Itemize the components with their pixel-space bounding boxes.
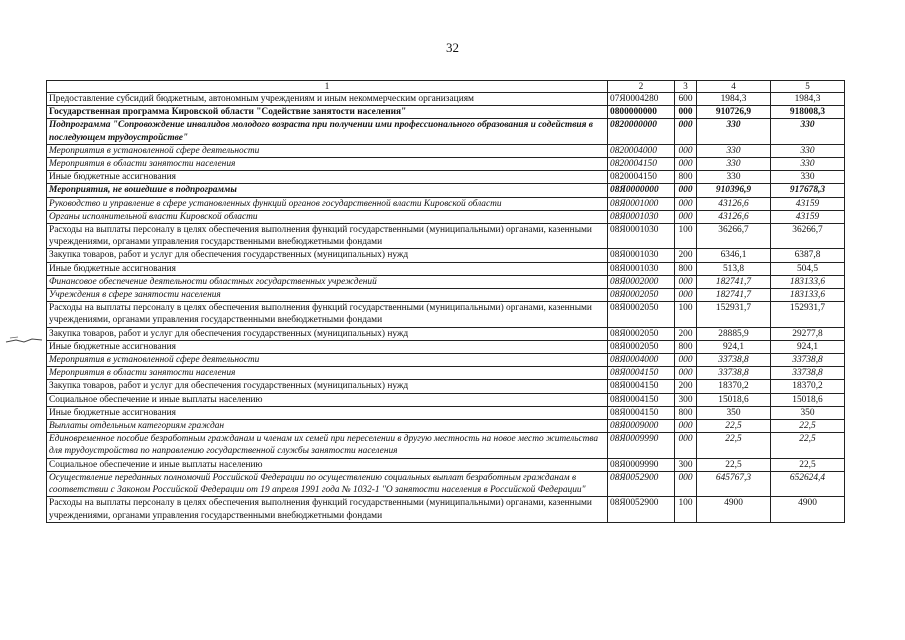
item-name-cell: Финансовое обеспечение деятельности областных государственных учреждений [47,275,608,288]
table-row [47,497,845,522]
amount-year2-cell: 1984,3 [771,93,845,106]
header-row [47,81,845,93]
amount-year1-cell: 18370,2 [697,380,771,393]
target-article-code-cell: 0820000000 [608,119,675,144]
amount-year1-cell: 15018,6 [697,393,771,406]
item-name-cell: Социальное обеспечение и иные выплаты населению [47,393,608,406]
expense-type-code-cell: 800 [675,406,697,419]
item-name-cell: Мероприятия в области занятости населения [47,367,608,380]
item-name-cell: Руководство и управление в сфере установленных функций органов государственной власти Кировской области [47,197,608,210]
table-row [47,210,845,223]
table-row [47,224,845,249]
amount-year2-cell: 43159 [771,197,845,210]
expense-type-code-cell: 000 [675,367,697,380]
target-article-code-cell: 08Я0002050 [608,340,675,353]
amount-year2-cell: 330 [771,119,845,144]
amount-year2-cell: 4900 [771,497,845,522]
item-name-cell: Расходы на выплаты персоналу в целях обеспечения выполнения функций государственными (муниципальными) органами, казенными учреждениями, органами управления государственными внебюджетными фондами [47,224,608,249]
expense-type-code-cell: 000 [675,289,697,302]
amount-year2-cell: 183133,6 [771,289,845,302]
target-article-code-cell: 08Я0002050 [608,327,675,340]
amount-year1-cell: 182741,7 [697,289,771,302]
table-row [47,184,845,197]
item-name-cell: Подпрограмма "Сопровождение инвалидов молодого возраста при получении ими профессионального образования и содействия в последующем трудоустройстве" [47,119,608,144]
item-name-cell: Мероприятия в установленной сфере деятельности [47,144,608,157]
expense-type-code-cell: 000 [675,210,697,223]
table-row [47,289,845,302]
header-cell: 2 [608,81,675,93]
table-row [47,275,845,288]
target-article-code-cell: 08Я0001000 [608,197,675,210]
item-name-cell: Мероприятия в установленной сфере деятельности [47,354,608,367]
amount-year2-cell: 183133,6 [771,275,845,288]
amount-year1-cell: 330 [697,144,771,157]
target-article-code-cell: 08Я0001030 [608,262,675,275]
item-name-cell: Единовременное пособие безработным гражданам и членам их семей при переселении в другую местность на новое место жительства для трудоустройства по направлению государственной службы занятости населения [47,433,608,458]
item-name-cell: Осуществление переданных полномочий Российской Федерации по осуществлению социальных выплат безработным гражданам в соответствии с Законом Российской Федерации от 19 апреля 1991 года № 1032-1 "О занятости населения в Российской Федерации" [47,471,608,496]
target-article-code-cell: 08Я0052900 [608,497,675,522]
budget-table [46,80,845,523]
expense-type-code-cell: 600 [675,93,697,106]
table-row [47,327,845,340]
table-row [47,197,845,210]
item-name-cell: Закупка товаров, работ и услуг для обеспечения государственных (муниципальных) нужд [47,380,608,393]
target-article-code-cell: 08Я0004150 [608,367,675,380]
item-name-cell: Государственная программа Кировской области "Содействие занятости населения" [47,106,608,119]
expense-type-code-cell: 000 [675,197,697,210]
table-row [47,433,845,458]
amount-year2-cell: 330 [771,171,845,184]
amount-year2-cell: 504,5 [771,262,845,275]
amount-year1-cell: 1984,3 [697,93,771,106]
table-row [47,380,845,393]
amount-year1-cell: 6346,1 [697,249,771,262]
amount-year1-cell: 645767,3 [697,471,771,496]
amount-year1-cell: 36266,7 [697,224,771,249]
amount-year1-cell: 910726,9 [697,106,771,119]
expense-type-code-cell: 000 [675,354,697,367]
target-article-code-cell: 08Я0052900 [608,471,675,496]
item-name-cell: Мероприятия в области занятости населения [47,158,608,171]
amount-year1-cell: 4900 [697,497,771,522]
expense-type-code-cell: 000 [675,119,697,144]
amount-year2-cell: 350 [771,406,845,419]
target-article-code-cell: 08Я0009990 [608,433,675,458]
target-article-code-cell: 08Я0002000 [608,275,675,288]
amount-year2-cell: 36266,7 [771,224,845,249]
expense-type-code-cell: 000 [675,471,697,496]
expense-type-code-cell: 300 [675,458,697,471]
expense-type-code-cell: 000 [675,275,697,288]
table-row [47,93,845,106]
amount-year1-cell: 43126,6 [697,197,771,210]
table-row [47,406,845,419]
amount-year2-cell: 22,5 [771,458,845,471]
target-article-code-cell: 08Я0009000 [608,420,675,433]
table-row [47,119,845,144]
amount-year1-cell: 330 [697,158,771,171]
amount-year2-cell: 29277,8 [771,327,845,340]
table-row [47,158,845,171]
target-article-code-cell: 07Я0004280 [608,93,675,106]
item-name-cell: Иные бюджетные ассигнования [47,340,608,353]
item-name-cell: Мероприятия, не вошедшие в подпрограммы [47,184,608,197]
item-name-cell: Расходы на выплаты персоналу в целях обеспечения выполнения функций государственными (муниципальными) органами, казенными учреждениями, органами управления государственными внебюджетными фондами [47,302,608,327]
item-name-cell: Иные бюджетные ассигнования [47,171,608,184]
item-name-cell: Иные бюджетные ассигнования [47,262,608,275]
expense-type-code-cell: 000 [675,158,697,171]
expense-type-code-cell: 000 [675,106,697,119]
expense-type-code-cell: 200 [675,380,697,393]
expense-type-code-cell: 100 [675,302,697,327]
expense-type-code-cell: 100 [675,224,697,249]
target-article-code-cell: 08Я0001030 [608,249,675,262]
amount-year2-cell: 43159 [771,210,845,223]
item-name-cell: Закупка товаров, работ и услуг для обеспечения государственных (муниципальных) нужд [47,327,608,340]
amount-year1-cell: 152931,7 [697,302,771,327]
amount-year1-cell: 910396,9 [697,184,771,197]
table-row [47,340,845,353]
item-name-cell: Учреждения в сфере занятости населения [47,289,608,302]
target-article-code-cell: 08Я0004000 [608,354,675,367]
expense-type-code-cell: 800 [675,171,697,184]
expense-type-code-cell: 000 [675,420,697,433]
table-row [47,249,845,262]
table-row [47,458,845,471]
item-name-cell: Социальное обеспечение и иные выплаты населению [47,458,608,471]
target-article-code-cell: 0800000000 [608,106,675,119]
amount-year2-cell: 33738,8 [771,367,845,380]
header-cell: 5 [771,81,845,93]
table-row [47,262,845,275]
table-row [47,171,845,184]
table-row [47,420,845,433]
expense-type-code-cell: 200 [675,249,697,262]
amount-year2-cell: 330 [771,144,845,157]
expense-type-code-cell: 100 [675,497,697,522]
table-row [47,471,845,496]
item-name-cell: Закупка товаров, работ и услуг для обеспечения государственных (муниципальных) нужд [47,249,608,262]
expense-type-code-cell: 800 [675,340,697,353]
target-article-code-cell: 08Я0009990 [608,458,675,471]
amount-year2-cell: 22,5 [771,433,845,458]
amount-year1-cell: 513,8 [697,262,771,275]
amount-year1-cell: 28885,9 [697,327,771,340]
header-cell: 4 [697,81,771,93]
amount-year2-cell: 33738,8 [771,354,845,367]
target-article-code-cell: 08Я0004150 [608,406,675,419]
amount-year2-cell: 22,5 [771,420,845,433]
target-article-code-cell: 0820004150 [608,158,675,171]
item-name-cell: Расходы на выплаты персоналу в целях обеспечения выполнения функций государственными (муниципальными) органами, казенными учреждениями, органами управления государственными внебюджетными фондами [47,497,608,522]
expense-type-code-cell: 000 [675,144,697,157]
page-number: 32 [446,40,459,55]
table-row [47,106,845,119]
amount-year1-cell: 22,5 [697,433,771,458]
amount-year1-cell: 330 [697,171,771,184]
expense-type-code-cell: 200 [675,327,697,340]
header-cell: 3 [675,81,697,93]
amount-year2-cell: 918008,3 [771,106,845,119]
target-article-code-cell: 08Я0001030 [608,224,675,249]
expense-type-code-cell: 000 [675,184,697,197]
amount-year1-cell: 22,5 [697,458,771,471]
target-article-code-cell: 08Я0004150 [608,380,675,393]
table-row [47,367,845,380]
amount-year2-cell: 18370,2 [771,380,845,393]
amount-year1-cell: 350 [697,406,771,419]
amount-year1-cell: 43126,6 [697,210,771,223]
header-cell: 1 [47,81,608,93]
amount-year1-cell: 33738,8 [697,354,771,367]
item-name-cell: Органы исполнительной власти Кировской области [47,210,608,223]
table-row [47,393,845,406]
amount-year2-cell: 6387,8 [771,249,845,262]
amount-year2-cell: 152931,7 [771,302,845,327]
amount-year2-cell: 330 [771,158,845,171]
target-article-code-cell: 0820004000 [608,144,675,157]
margin-pen-mark [4,334,44,346]
amount-year1-cell: 330 [697,119,771,144]
amount-year2-cell: 917678,3 [771,184,845,197]
target-article-code-cell: 08Я0001030 [608,210,675,223]
target-article-code-cell: 08Я0002050 [608,302,675,327]
target-article-code-cell: 08Я0000000 [608,184,675,197]
amount-year1-cell: 182741,7 [697,275,771,288]
item-name-cell: Предоставление субсидий бюджетным, автономным учреждениям и иным некоммерческим организациям [47,93,608,106]
amount-year2-cell: 15018,6 [771,393,845,406]
table-row [47,302,845,327]
item-name-cell: Выплаты отдельным категориям граждан [47,420,608,433]
target-article-code-cell: 08Я0002050 [608,289,675,302]
amount-year1-cell: 33738,8 [697,367,771,380]
target-article-code-cell: 0820004150 [608,171,675,184]
table-row [47,144,845,157]
table-row [47,354,845,367]
amount-year1-cell: 924,1 [697,340,771,353]
expense-type-code-cell: 300 [675,393,697,406]
amount-year1-cell: 22,5 [697,420,771,433]
expense-type-code-cell: 800 [675,262,697,275]
target-article-code-cell: 08Я0004150 [608,393,675,406]
item-name-cell: Иные бюджетные ассигнования [47,406,608,419]
amount-year2-cell: 652624,4 [771,471,845,496]
amount-year2-cell: 924,1 [771,340,845,353]
expense-type-code-cell: 000 [675,433,697,458]
